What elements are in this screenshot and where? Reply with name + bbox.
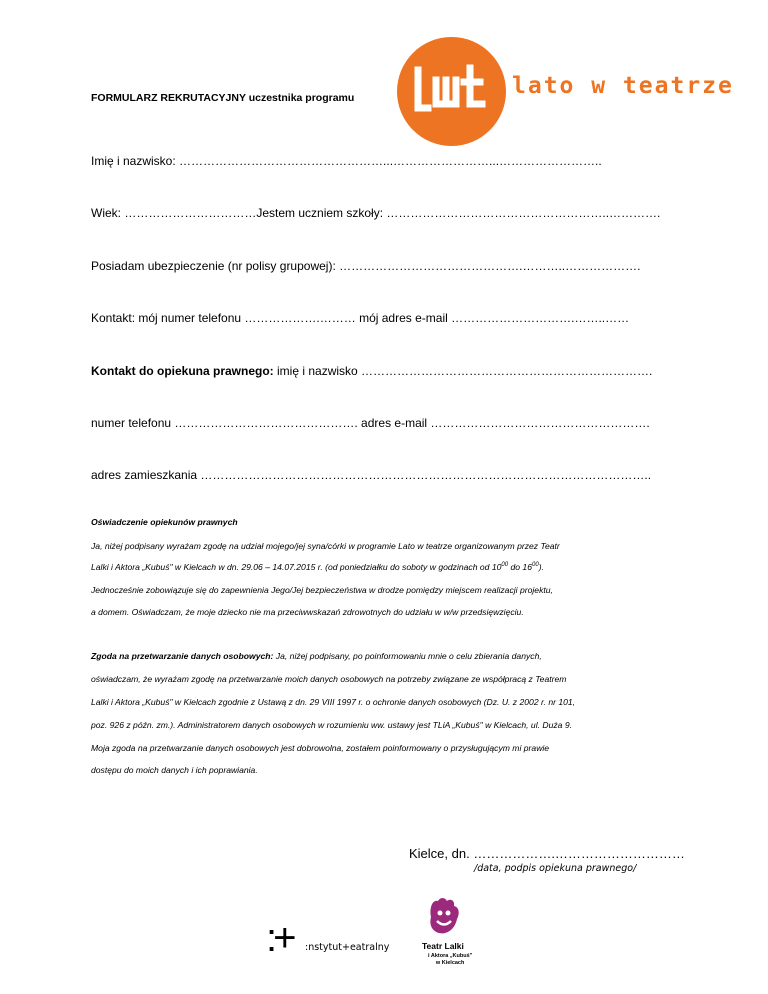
guardian-label: Kontakt do opiekuna prawnego: [91, 364, 274, 378]
teatr-lalki-name: Teatr Lalki [422, 941, 464, 951]
consent-line: Moja zgoda na przetwarzanie danych osobowych jest dobrowolna, zostałem poinformowany o przysługującym mi prawie [91, 743, 550, 753]
logo-wordmark: lato w teatrze [512, 73, 734, 99]
age-school-field[interactable]: Wiek: ……………………………Jestem uczniem szkoły: ………………………………………………..…………. [91, 206, 661, 220]
contact-field[interactable]: Kontakt: mój numer telefonu ……………….……… mój adres e-mail ………………………….……..…… [91, 311, 630, 325]
name-field[interactable]: Imię i nazwisko: ……………………………………………...……………………...…………………….. [91, 154, 602, 168]
teatr-lalki-hand-icon [423, 895, 463, 937]
consent-line: Zgoda na przetwarzanie danych osobowych: Ja, niżej podpisany, po poinformowaniu mnie o celu zbierania danych, [91, 651, 542, 661]
guardian-field[interactable] [91, 364, 652, 378]
consent-line: oświadczam, że wyrażam zgodę na przetwarzanie moich danych osobowych na potrzeby związane ze współpracą z Teatrem [91, 674, 567, 684]
statement-heading: Oświadczenie opiekunów prawnych [91, 517, 238, 527]
consent-heading: Zgoda na przetwarzanie danych osobowych: [91, 651, 274, 661]
insurance-field[interactable]: Posiadam ubezpieczenie (nr polisy grupowej): ……………………………………….………..………………. [91, 259, 641, 273]
instytut-teatralny-mark: :+ [266, 916, 293, 960]
address-field[interactable]: adres zamieszkania ………………………………………………………………………………………………….. [91, 468, 652, 482]
consent-line: poz. 926 z późn. zm.). Administratorem danych osobowych w rozumieniu ww. ustawy jest TLiA „Kubuś" w Kielcach, ul. Duża 9. [91, 720, 573, 730]
consent-line: Lalki i Aktora „Kubuś" w Kielcach zgodnie z Ustawą z dn. 29 VIII 1997 r. o ochronie danych osobowych (Dz. U. z 2002 r. nr 101, [91, 697, 576, 707]
statement-line: Ja, niżej podpisany wyrażam zgodę na udział mojego/jej syna/córki w programie Lato w teatrze organizowanym przez Teatr [91, 541, 560, 551]
statement-line: Lalki i Aktora „Kubuś" w Kielcach w dn. 29.06 – 14.07.2015 r. (od poniedziałku do soboty w godzinach od $10^{00}$ do $16^{00}$). [91, 562, 544, 572]
form-title: FORMULARZ REKRUTACYJNY uczestnika programu [91, 92, 355, 104]
guardian-name-line: imię i nazwisko ………………………………………………………………. [273, 364, 653, 378]
guardian-phone-field[interactable]: numer telefonu ………………………………………. adres e-mail ………………………………………………. [91, 416, 650, 430]
statement-line: Jednocześnie zobowiązuje się do zapewnienia Jego/Jej bezpieczeństwa w drodze pomiędzy miejscem realizacji projektu, [91, 585, 553, 595]
lwt-logo-icon [412, 60, 496, 120]
teatr-lalki-subtitle: i Aktora „Kubuś" w Kielcach [428, 953, 473, 966]
instytut-teatralny-logo: :nstytut+eatralny [305, 942, 390, 953]
consent-line: dostępu do moich danych i ich poprawiania. [91, 765, 258, 775]
statement-line: a domem. Oświadczam, że moje dziecko nie ma przeciwwskazań zdrowotnych do udziału w w/w przedsięwzięciu. [91, 607, 524, 617]
signature-place-date[interactable]: Kielce, dn. ……………….………………………… [409, 846, 685, 861]
signature-caption: /data, podpis opiekuna prawnego/ [474, 863, 637, 874]
